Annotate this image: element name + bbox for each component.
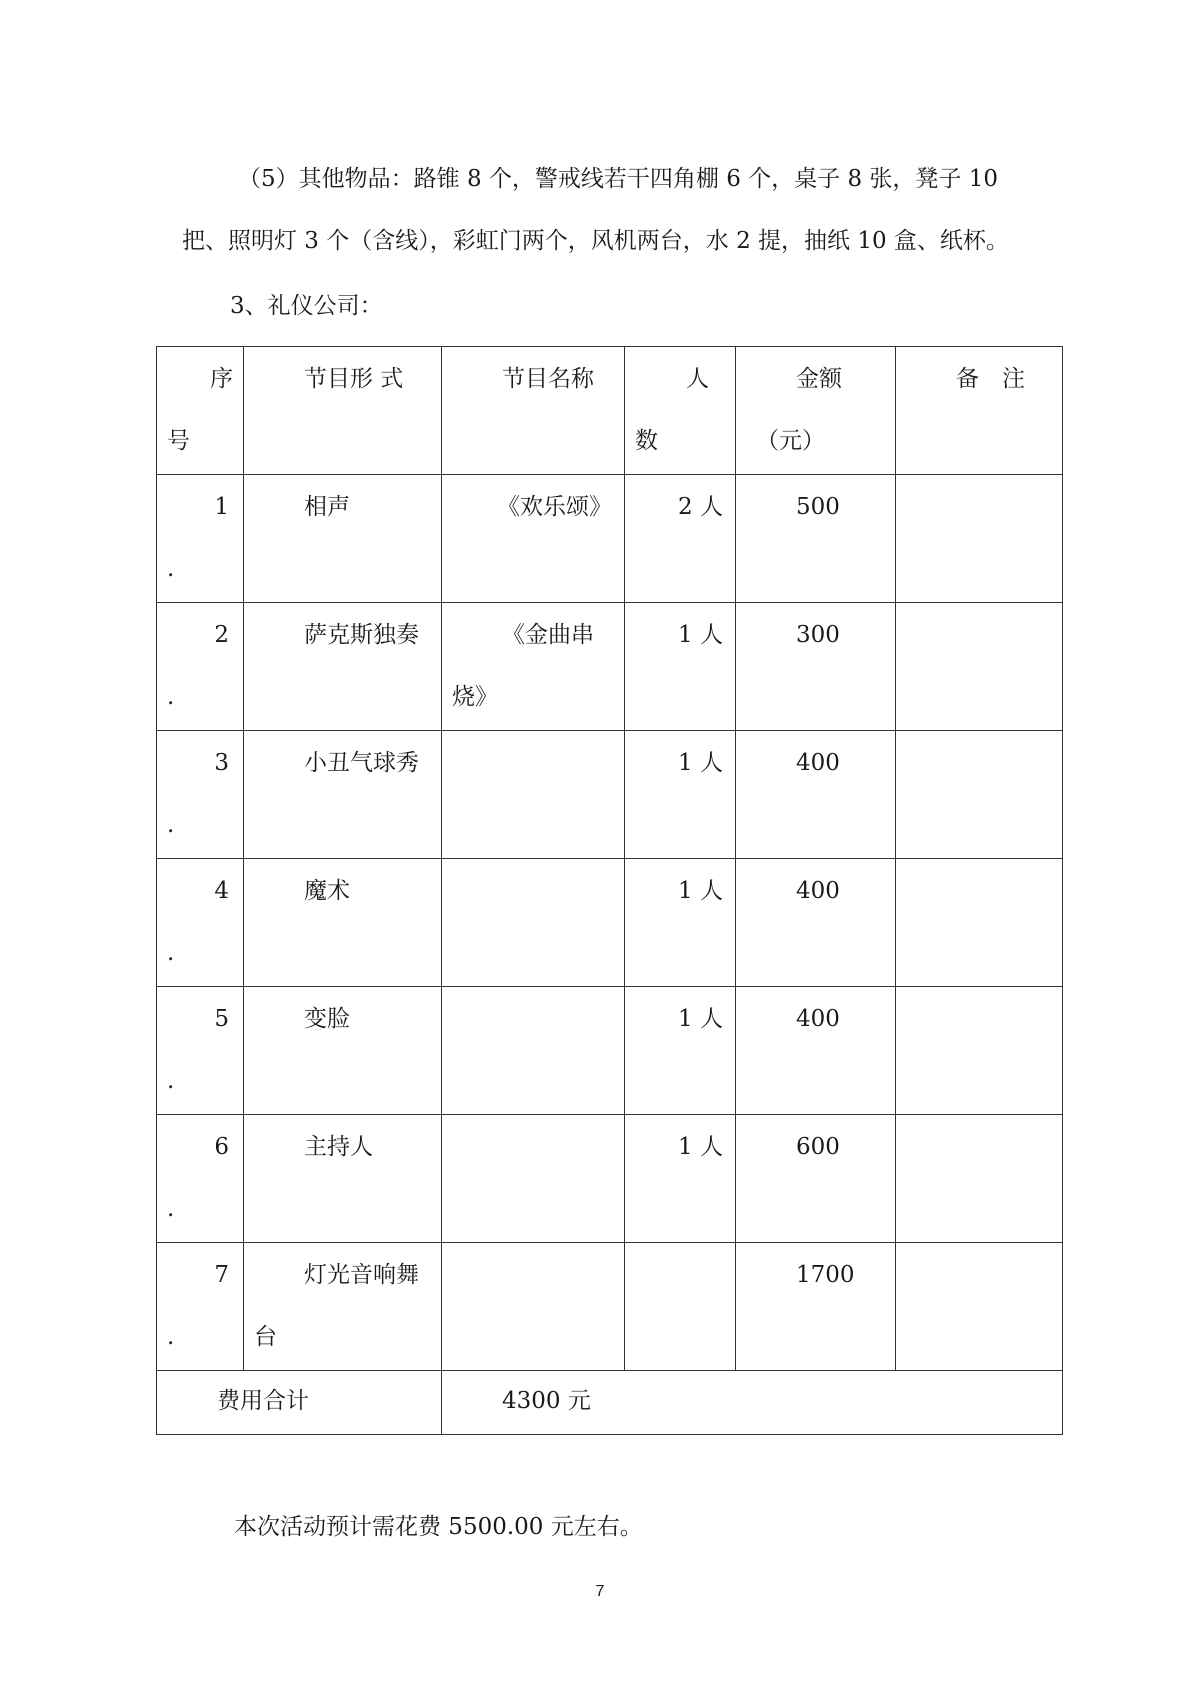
row-number: 4 bbox=[214, 878, 229, 904]
row-people: 1 人 bbox=[678, 750, 723, 776]
header-people bbox=[625, 347, 736, 475]
table-row bbox=[157, 731, 1063, 859]
row-number-dot: . bbox=[167, 940, 175, 966]
header-name-label: 节目名称 bbox=[502, 366, 594, 392]
table-total-row bbox=[157, 1371, 1063, 1435]
row-people bbox=[625, 1243, 736, 1371]
row-amount: 300 bbox=[796, 622, 840, 648]
row-amount: 400 bbox=[796, 1006, 840, 1032]
table-row bbox=[157, 1115, 1063, 1243]
paragraph-other-items: （5）其他物品：路锥 8 个，警戒线若干四角棚 6 个，桌子 8 张，凳子 10 bbox=[238, 166, 998, 192]
header-seq-line2: 号 bbox=[167, 428, 190, 454]
row-amount: 600 bbox=[796, 1134, 840, 1160]
row-form: 小丑气球秀 bbox=[304, 750, 419, 776]
header-people-line1: 人 bbox=[686, 366, 709, 392]
row-number: 3 bbox=[214, 750, 229, 776]
header-note bbox=[896, 347, 1063, 475]
row-people: 1 人 bbox=[678, 878, 723, 904]
row-name bbox=[442, 987, 625, 1115]
row-amount: 400 bbox=[796, 750, 840, 776]
table-header-row bbox=[157, 347, 1063, 475]
row-number: 7 bbox=[214, 1262, 229, 1288]
row-note bbox=[896, 731, 1063, 859]
paragraph-estimated-cost: 本次活动预计需花费 5500.00 元左右。 bbox=[234, 1514, 643, 1540]
header-name bbox=[442, 347, 625, 475]
row-form: 主持人 bbox=[304, 1134, 373, 1160]
row-name: 《欢乐颂》 bbox=[497, 494, 612, 520]
row-form: 灯光音响舞 bbox=[304, 1262, 419, 1288]
row-name bbox=[442, 731, 625, 859]
row-note bbox=[896, 1115, 1063, 1243]
section-heading-etiquette-company: 3、礼仪公司： bbox=[230, 293, 383, 319]
table-row bbox=[157, 859, 1063, 987]
header-note-label: 备 注 bbox=[956, 366, 1025, 392]
row-note bbox=[896, 987, 1063, 1115]
row-number-dot: . bbox=[167, 556, 175, 582]
row-form: 魔术 bbox=[304, 878, 350, 904]
row-form-cont: 台 bbox=[254, 1324, 277, 1350]
row-amount: 1700 bbox=[796, 1262, 855, 1288]
header-seq bbox=[157, 347, 244, 475]
row-form: 相声 bbox=[304, 494, 350, 520]
row-note bbox=[896, 475, 1063, 603]
header-form-label: 节目形 式 bbox=[304, 366, 404, 392]
page-number: 7 bbox=[595, 1583, 605, 1600]
row-people: 2 人 bbox=[678, 494, 723, 520]
paragraph-other-items-cont: 把、照明灯 3 个（含线），彩虹门两个，风机两台，水 2 提，抽纸 10 盒、纸杯。 bbox=[182, 228, 1009, 254]
row-number-dot: . bbox=[167, 812, 175, 838]
row-number-dot: . bbox=[167, 1196, 175, 1222]
row-form: 变脸 bbox=[304, 1006, 350, 1032]
row-number: 5 bbox=[214, 1006, 229, 1032]
row-people: 1 人 bbox=[678, 1006, 723, 1032]
table-row bbox=[157, 475, 1063, 603]
row-name: 《金曲串 bbox=[502, 622, 594, 648]
row-number: 6 bbox=[214, 1134, 229, 1160]
total-label: 费用合计 bbox=[217, 1388, 309, 1414]
header-amount bbox=[736, 347, 896, 475]
row-note bbox=[896, 603, 1063, 731]
table-row bbox=[157, 1243, 1063, 1371]
row-people: 1 人 bbox=[678, 622, 723, 648]
row-amount: 500 bbox=[796, 494, 840, 520]
header-seq-line1: 序 bbox=[210, 366, 233, 392]
row-number-dot: . bbox=[167, 1324, 175, 1350]
row-name-cont: 烧》 bbox=[452, 684, 498, 710]
row-people: 1 人 bbox=[678, 1134, 723, 1160]
header-amount-line1: 金额 bbox=[796, 366, 842, 392]
total-value: 4300 元 bbox=[502, 1388, 591, 1414]
row-name bbox=[442, 1243, 625, 1371]
row-number: 1 bbox=[214, 494, 229, 520]
program-budget-table bbox=[156, 346, 1063, 1435]
row-number-dot: . bbox=[167, 1068, 175, 1094]
row-form: 萨克斯独奏 bbox=[304, 622, 419, 648]
row-amount: 400 bbox=[796, 878, 840, 904]
header-amount-line2: （元） bbox=[756, 428, 825, 454]
row-note bbox=[896, 1243, 1063, 1371]
header-form bbox=[244, 347, 442, 475]
table-row bbox=[157, 603, 1063, 731]
row-name bbox=[442, 859, 625, 987]
row-number: 2 bbox=[214, 622, 229, 648]
header-people-line2: 数 bbox=[635, 428, 658, 454]
table-row bbox=[157, 987, 1063, 1115]
row-number-dot: . bbox=[167, 684, 175, 710]
row-note bbox=[896, 859, 1063, 987]
row-name bbox=[442, 1115, 625, 1243]
